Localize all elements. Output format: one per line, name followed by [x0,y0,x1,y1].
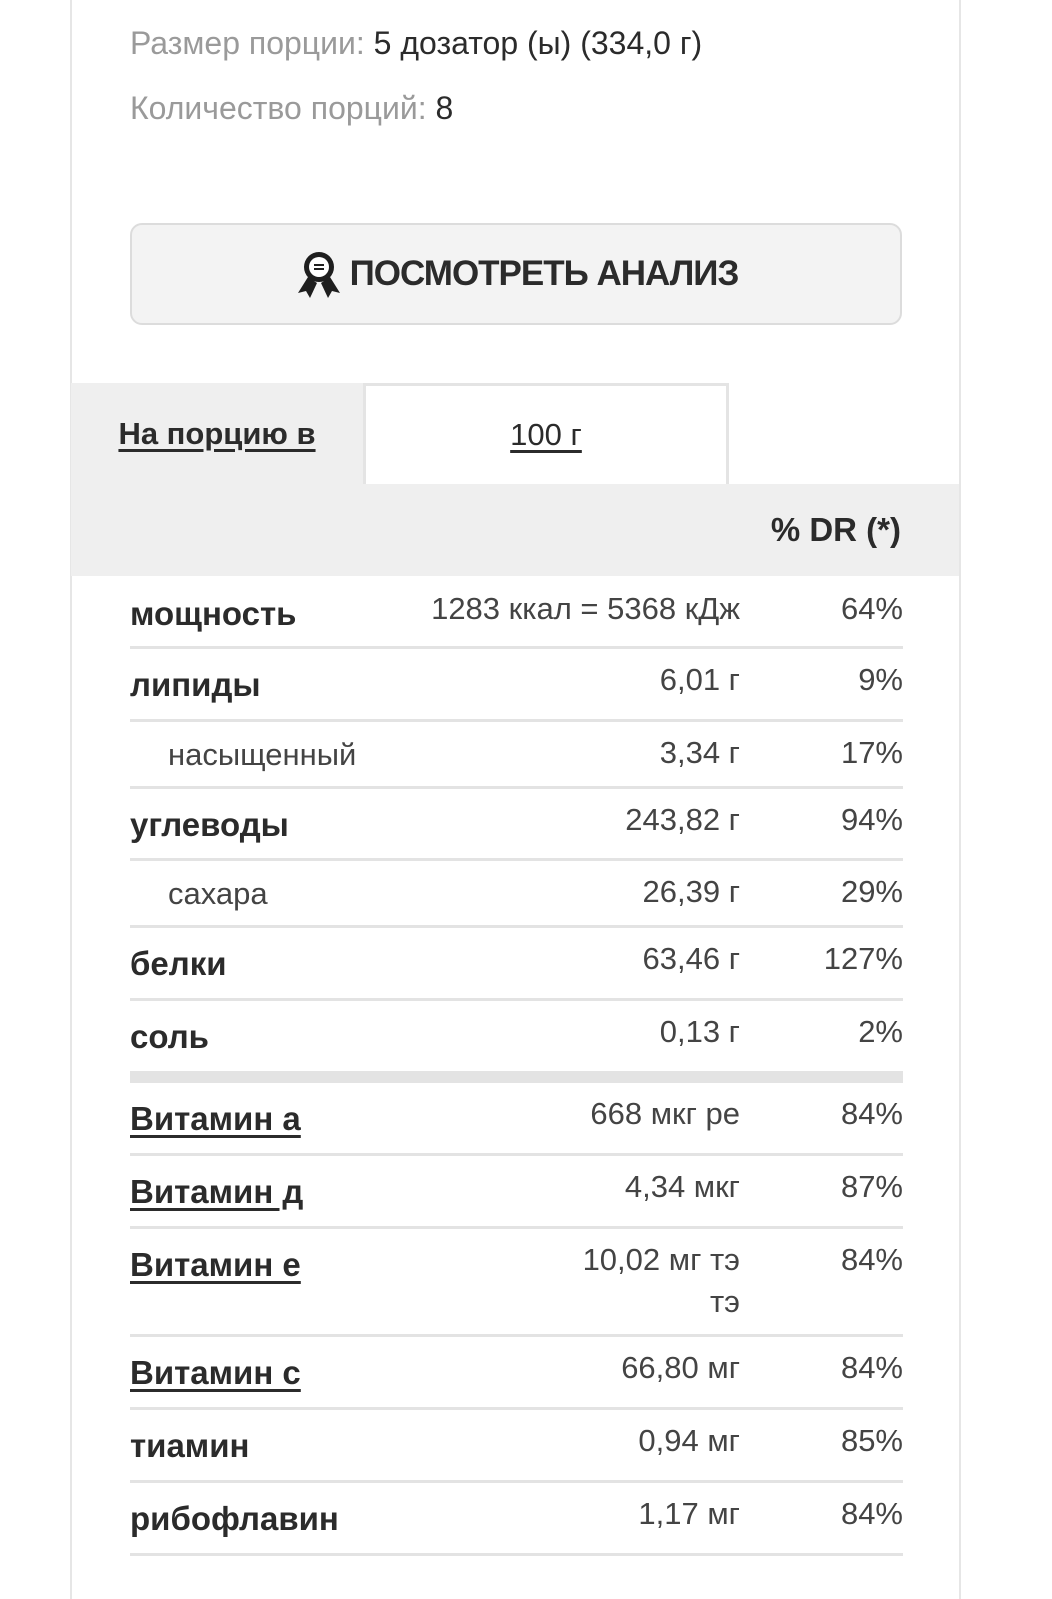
nutrient-amount: 668 мкг ре [590,1096,740,1131]
nutrient-dr: 17% [840,735,903,770]
nutrient-dr: 84% [840,1350,903,1385]
table-row [130,1001,903,1083]
nutrient-dr: 94% [840,802,903,837]
nutrient-amount: 0,94 мг [638,1423,740,1458]
nutrient-amount: 63,46 г [642,941,740,976]
nutrient-name: тиамин [130,1427,250,1464]
nutrient-dr: 29% [840,874,903,909]
serving-count-value: 8 [435,90,454,126]
table-row [130,649,903,722]
nutrient-amount: 3,34 г [659,735,740,770]
table-row [130,1337,903,1410]
award-ribbon-icon [294,247,344,299]
table-row [130,928,903,1001]
table-row [130,1229,903,1337]
serving-count [130,88,453,128]
table-row [130,1156,903,1229]
table-row [130,1083,903,1156]
table-row [130,789,903,861]
table-row [130,578,903,649]
nutrient-name: сахара [168,876,268,911]
nutrient-dr: 84% [840,1496,903,1531]
table-row [130,1483,903,1556]
nutrient-amount: 10,02 мг тэ тэ [582,1242,740,1319]
nutrient-amount: 66,80 мг [621,1350,740,1385]
vitamin-d-link[interactable]: Витамин д [130,1173,304,1210]
portion-tabs [71,383,959,484]
nutrient-amount: 1,17 мг [638,1496,740,1531]
dr-column-header: % DR (*) [770,511,901,548]
nutrient-amount: 1283 ккал = 5368 кДж [431,591,740,626]
nutrient-dr: 64% [840,591,903,626]
nutrient-dr: 84% [840,1242,903,1277]
nutrient-name: мощность [130,595,297,632]
vitamin-a-link[interactable]: Витамин а [130,1100,301,1137]
nutrient-name: насыщенный [168,737,357,772]
tab-per-serving[interactable]: На порцию в [71,383,363,484]
table-row [130,1410,903,1483]
serving-size-label: Размер порции: [130,25,374,61]
nutrient-dr: 87% [840,1169,903,1204]
nutrient-dr: 2% [858,1014,903,1049]
nutrition-table [130,578,903,1556]
table-row [130,861,903,928]
nutrient-amount: 4,34 мкг [624,1169,740,1204]
serving-count-label: Количество порций: [130,90,436,126]
vitamin-c-link[interactable]: Витамин с [130,1354,301,1391]
tab-per-100g[interactable]: 100 г [363,383,729,484]
serving-size [130,23,702,63]
nutrient-name: углеводы [130,806,289,843]
nutrient-amount: 243,82 г [625,802,740,837]
table-header [71,484,959,576]
nutrient-name: белки [130,945,227,982]
nutrient-dr: 84% [840,1096,903,1131]
vitamin-e-link[interactable]: Витамин е [130,1246,301,1283]
nutrient-amount: 0,13 г [659,1014,740,1049]
nutrient-amount: 6,01 г [659,662,740,697]
serving-size-value: 5 дозатор (ы) (334,0 г) [373,25,703,61]
view-analysis-button[interactable] [130,223,902,325]
nutrient-dr: 85% [840,1423,903,1458]
nutrient-name: соль [130,1018,209,1055]
nutrient-amount: 26,39 г [642,874,740,909]
nutrient-name: рибофлавин [130,1500,339,1537]
nutrient-dr: 127% [823,941,903,976]
nutrient-name: липиды [130,666,261,703]
nutrient-dr: 9% [858,662,903,697]
view-analysis-label: ПОСМОТРЕТЬ АНАЛИЗ [349,254,739,293]
table-row [130,722,903,789]
